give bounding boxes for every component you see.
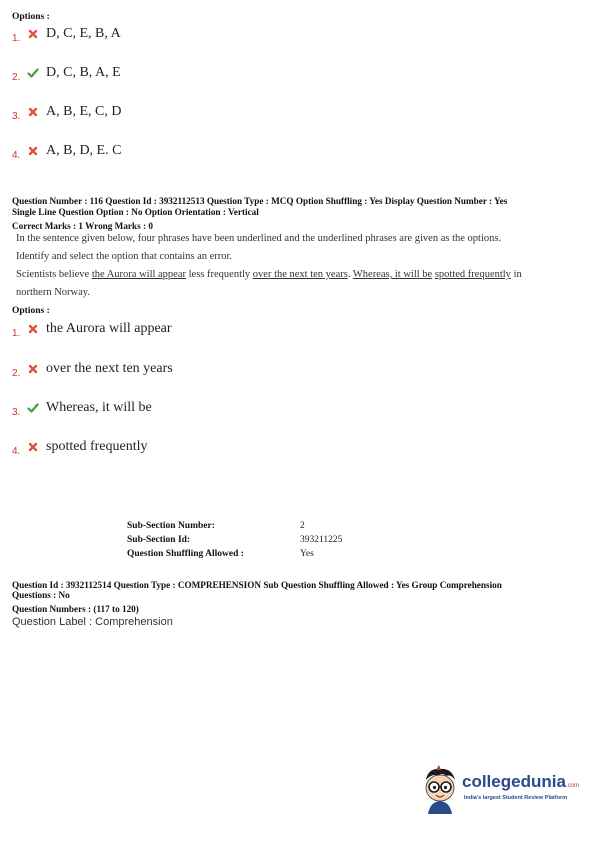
option-text: A, B, D, E. C <box>46 143 122 158</box>
cross-icon <box>26 362 40 376</box>
option-row <box>12 359 173 379</box>
question-sentence-line-2: northern Norway. <box>16 287 90 298</box>
subsection-id-value: 393211225 <box>300 535 343 545</box>
option-row <box>12 141 121 161</box>
cross-icon <box>26 322 40 336</box>
mascot-icon <box>418 764 462 814</box>
option-row <box>12 319 172 339</box>
check-icon <box>26 66 40 80</box>
logo-tagline: India's largest Student Review Platform <box>464 795 568 801</box>
cross-icon <box>26 144 40 158</box>
cross-icon <box>26 27 40 41</box>
collegedunia-logo <box>418 764 588 814</box>
option-number: 2. <box>12 367 21 379</box>
question-label-line: Question Label : Comprehension <box>12 616 173 628</box>
underlined-phrase-2: over the next ten years <box>252 269 348 280</box>
logo-suffix: .com <box>565 783 579 789</box>
sentence-part: . <box>347 269 353 280</box>
option-text: D, C, B, A, E <box>46 65 121 80</box>
question-sentence <box>16 269 522 280</box>
subsection-id-label: Sub-Section Id: <box>127 535 191 545</box>
subsection-number-value: 2 <box>300 521 305 531</box>
option-row <box>12 102 121 122</box>
underlined-phrase-3: Whereas, it will be <box>352 269 433 280</box>
comprehension-meta-line-2: Questions : No <box>12 590 70 600</box>
options-label: Options : <box>12 12 50 22</box>
option-number: 3. <box>12 110 21 122</box>
comprehension-meta-line: Question Id : 3932112514 Question Type : COMPREHENSION Sub Question Shuffling Allowed : Yes Group Comprehension <box>12 580 502 590</box>
options-label: Options : <box>12 306 50 316</box>
cross-icon <box>26 440 40 454</box>
question-shuffling-value: Yes <box>300 549 314 559</box>
underlined-phrase-1: the Aurora will appear <box>91 269 186 280</box>
marks-line: Correct Marks : 1 Wrong Marks : 0 <box>12 221 153 231</box>
question-numbers-line: Question Numbers : (117 to 120) <box>12 604 139 614</box>
option-row <box>12 437 147 457</box>
question-instruction: In the sentence given below, four phrases have been underlined and the underlined phrases are given as the options. <box>16 233 502 244</box>
option-text: Whereas, it will be <box>46 400 152 415</box>
option-row <box>12 24 121 44</box>
option-row <box>12 63 121 83</box>
option-number: 4. <box>12 445 21 457</box>
option-text: spotted frequently <box>46 439 148 454</box>
question-meta-line: Question Number : 116 Question Id : 3932112513 Question Type : MCQ Option Shuffling : Yes Display Question Number : Yes <box>12 196 508 206</box>
check-icon <box>26 401 40 415</box>
sentence-part: in <box>510 269 522 280</box>
option-text: the Aurora will appear <box>46 321 172 336</box>
option-text: A, B, E, C, D <box>46 104 122 119</box>
question-shuffling-label: Question Shuffling Allowed : <box>127 549 244 559</box>
sentence-part: less frequently <box>186 269 253 280</box>
subsection-number-label: Sub-Section Number: <box>127 521 215 531</box>
option-number: 1. <box>12 327 21 339</box>
option-text: D, C, E, B, A <box>46 26 121 41</box>
sentence-part: Scientists believe <box>16 269 92 280</box>
option-text: over the next ten years <box>46 361 173 376</box>
option-number: 3. <box>12 406 21 418</box>
underlined-phrase-4: spotted frequently <box>434 269 511 280</box>
option-number: 4. <box>12 149 21 161</box>
option-row <box>12 398 152 418</box>
question-instruction-2: Identify and select the option that contains an error. <box>16 251 233 262</box>
option-number: 2. <box>12 71 21 83</box>
question-meta-line-2: Single Line Question Option : No Option Orientation : Vertical <box>12 207 259 217</box>
option-number: 1. <box>12 32 21 44</box>
cross-icon <box>26 105 40 119</box>
logo-name: collegedunia <box>462 772 566 791</box>
